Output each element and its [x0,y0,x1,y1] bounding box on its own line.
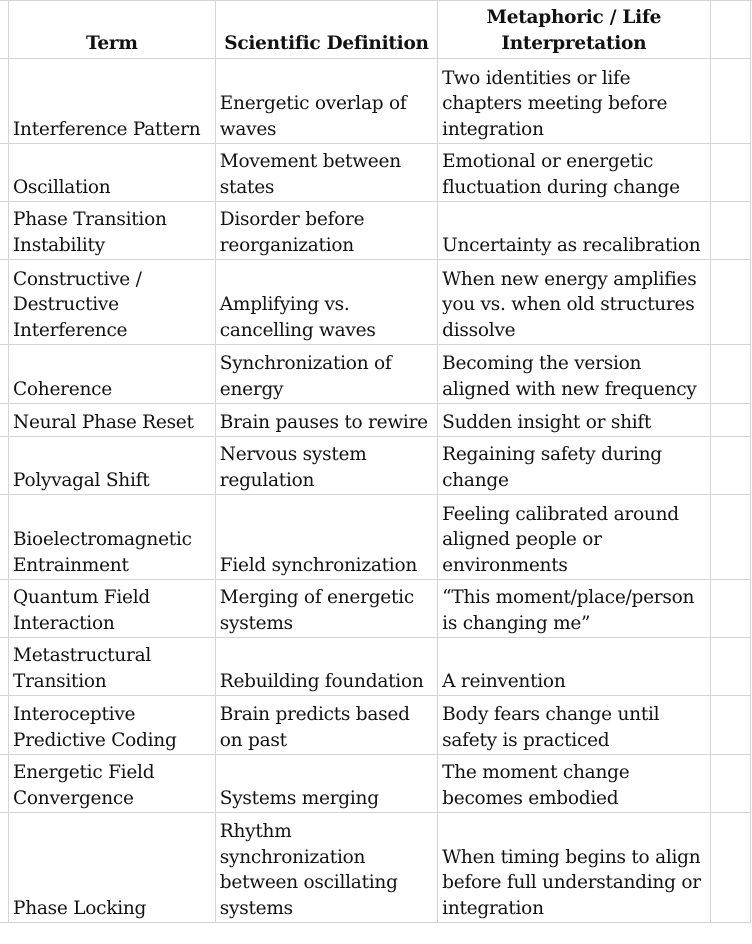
table-row [0,638,751,696]
table-row [0,495,751,580]
metaphoric-cell[interactable]: “This moment/place/person is changing me” [438,580,710,638]
spacer-cell [0,345,9,404]
table-row [0,755,751,813]
metaphoric-cell[interactable]: Two identities or life chapters meeting before integration [438,59,710,144]
term-cell[interactable]: Phase Transition Instability [9,202,216,260]
spacer-cell [0,755,9,813]
table-row [0,59,751,144]
scientific-cell[interactable]: Brain pauses to rewire [215,404,437,437]
scientific-cell[interactable]: Merging of energetic systems [215,580,437,638]
table-row [0,437,751,495]
empty-cell[interactable] [710,437,750,495]
scientific-cell[interactable]: Synchronization of energy [215,345,437,404]
scientific-cell[interactable]: Brain predicts based on past [215,696,437,755]
spacer-cell [0,437,9,495]
term-cell[interactable]: Quantum Field Interaction [9,580,216,638]
table-row [0,202,751,260]
table-row [0,260,751,345]
term-cell[interactable]: Interoceptive Predictive Coding [9,696,216,755]
spacer-cell [0,813,9,923]
term-cell[interactable]: Coherence [9,345,216,404]
term-cell[interactable]: Metastructural Transition [9,638,216,696]
metaphoric-cell[interactable]: Feeling calibrated around aligned people or environments [438,495,710,580]
table-row [0,580,751,638]
scientific-cell[interactable]: Amplifying vs. cancelling waves [215,260,437,345]
spacer-cell [0,696,9,755]
empty-cell[interactable] [710,696,750,755]
empty-cell[interactable] [710,755,750,813]
term-cell[interactable]: Phase Locking [9,813,216,923]
empty-cell[interactable] [710,0,750,59]
spacer-cell [0,0,9,59]
scientific-cell[interactable]: Nervous system regulation [215,437,437,495]
table-row [0,696,751,755]
metaphoric-cell[interactable]: The moment change becomes embodied [438,755,710,813]
metaphoric-cell[interactable]: When new energy amplifies you vs. when old structures dissolve [438,260,710,345]
spacer-cell [0,202,9,260]
term-cell[interactable]: Bioelectromagnetic Entrainment [9,495,216,580]
term-cell[interactable]: Constructive / Destructive Interference [9,260,216,345]
scientific-cell[interactable]: Field synchronization [215,495,437,580]
empty-cell[interactable] [710,580,750,638]
scientific-cell[interactable]: Movement between states [215,144,437,202]
scientific-cell[interactable]: Disorder before reorganization [215,202,437,260]
empty-cell[interactable] [710,202,750,260]
term-cell[interactable]: Interference Pattern [9,59,216,144]
scientific-cell[interactable]: Systems merging [215,755,437,813]
metaphoric-cell[interactable]: Regaining safety during change [438,437,710,495]
spacer-cell [0,260,9,345]
table-row [0,404,751,437]
term-cell[interactable]: Neural Phase Reset [9,404,216,437]
empty-cell[interactable] [710,144,750,202]
metaphoric-cell[interactable]: Becoming the version aligned with new frequency [438,345,710,404]
table-row [0,345,751,404]
term-cell[interactable]: Energetic Field Convergence [9,755,216,813]
term-cell[interactable]: Oscillation [9,144,216,202]
empty-cell[interactable] [710,404,750,437]
empty-cell[interactable] [710,638,750,696]
header-term[interactable]: Term [9,0,216,59]
header-scientific-definition[interactable]: Scientific Definition [215,0,437,59]
table-row [0,813,751,923]
empty-cell[interactable] [710,59,750,144]
spacer-cell [0,580,9,638]
empty-cell[interactable] [710,495,750,580]
spacer-cell [0,638,9,696]
spacer-cell [0,404,9,437]
header-metaphoric-interpretation[interactable]: Metaphoric / Life Interpretation [438,0,710,59]
metaphoric-cell[interactable]: Sudden insight or shift [438,404,710,437]
spacer-cell [0,144,9,202]
metaphoric-cell[interactable]: A reinvention [438,638,710,696]
scientific-cell[interactable]: Rhythm synchronization between oscillating systems [215,813,437,923]
metaphoric-cell[interactable]: Body fears change until safety is practiced [438,696,710,755]
spacer-cell [0,495,9,580]
empty-cell[interactable] [710,813,750,923]
metaphoric-cell[interactable]: When timing begins to align before full understanding or integration [438,813,710,923]
empty-cell[interactable] [710,260,750,345]
metaphoric-cell[interactable]: Uncertainty as recalibration [438,202,710,260]
empty-cell[interactable] [710,345,750,404]
spacer-cell [0,59,9,144]
metaphoric-cell[interactable]: Emotional or energetic fluctuation during change [438,144,710,202]
scientific-cell[interactable]: Rebuilding foundation [215,638,437,696]
term-cell[interactable]: Polyvagal Shift [9,437,216,495]
table-row [0,144,751,202]
header-row [0,0,751,59]
scientific-cell[interactable]: Energetic overlap of waves [215,59,437,144]
